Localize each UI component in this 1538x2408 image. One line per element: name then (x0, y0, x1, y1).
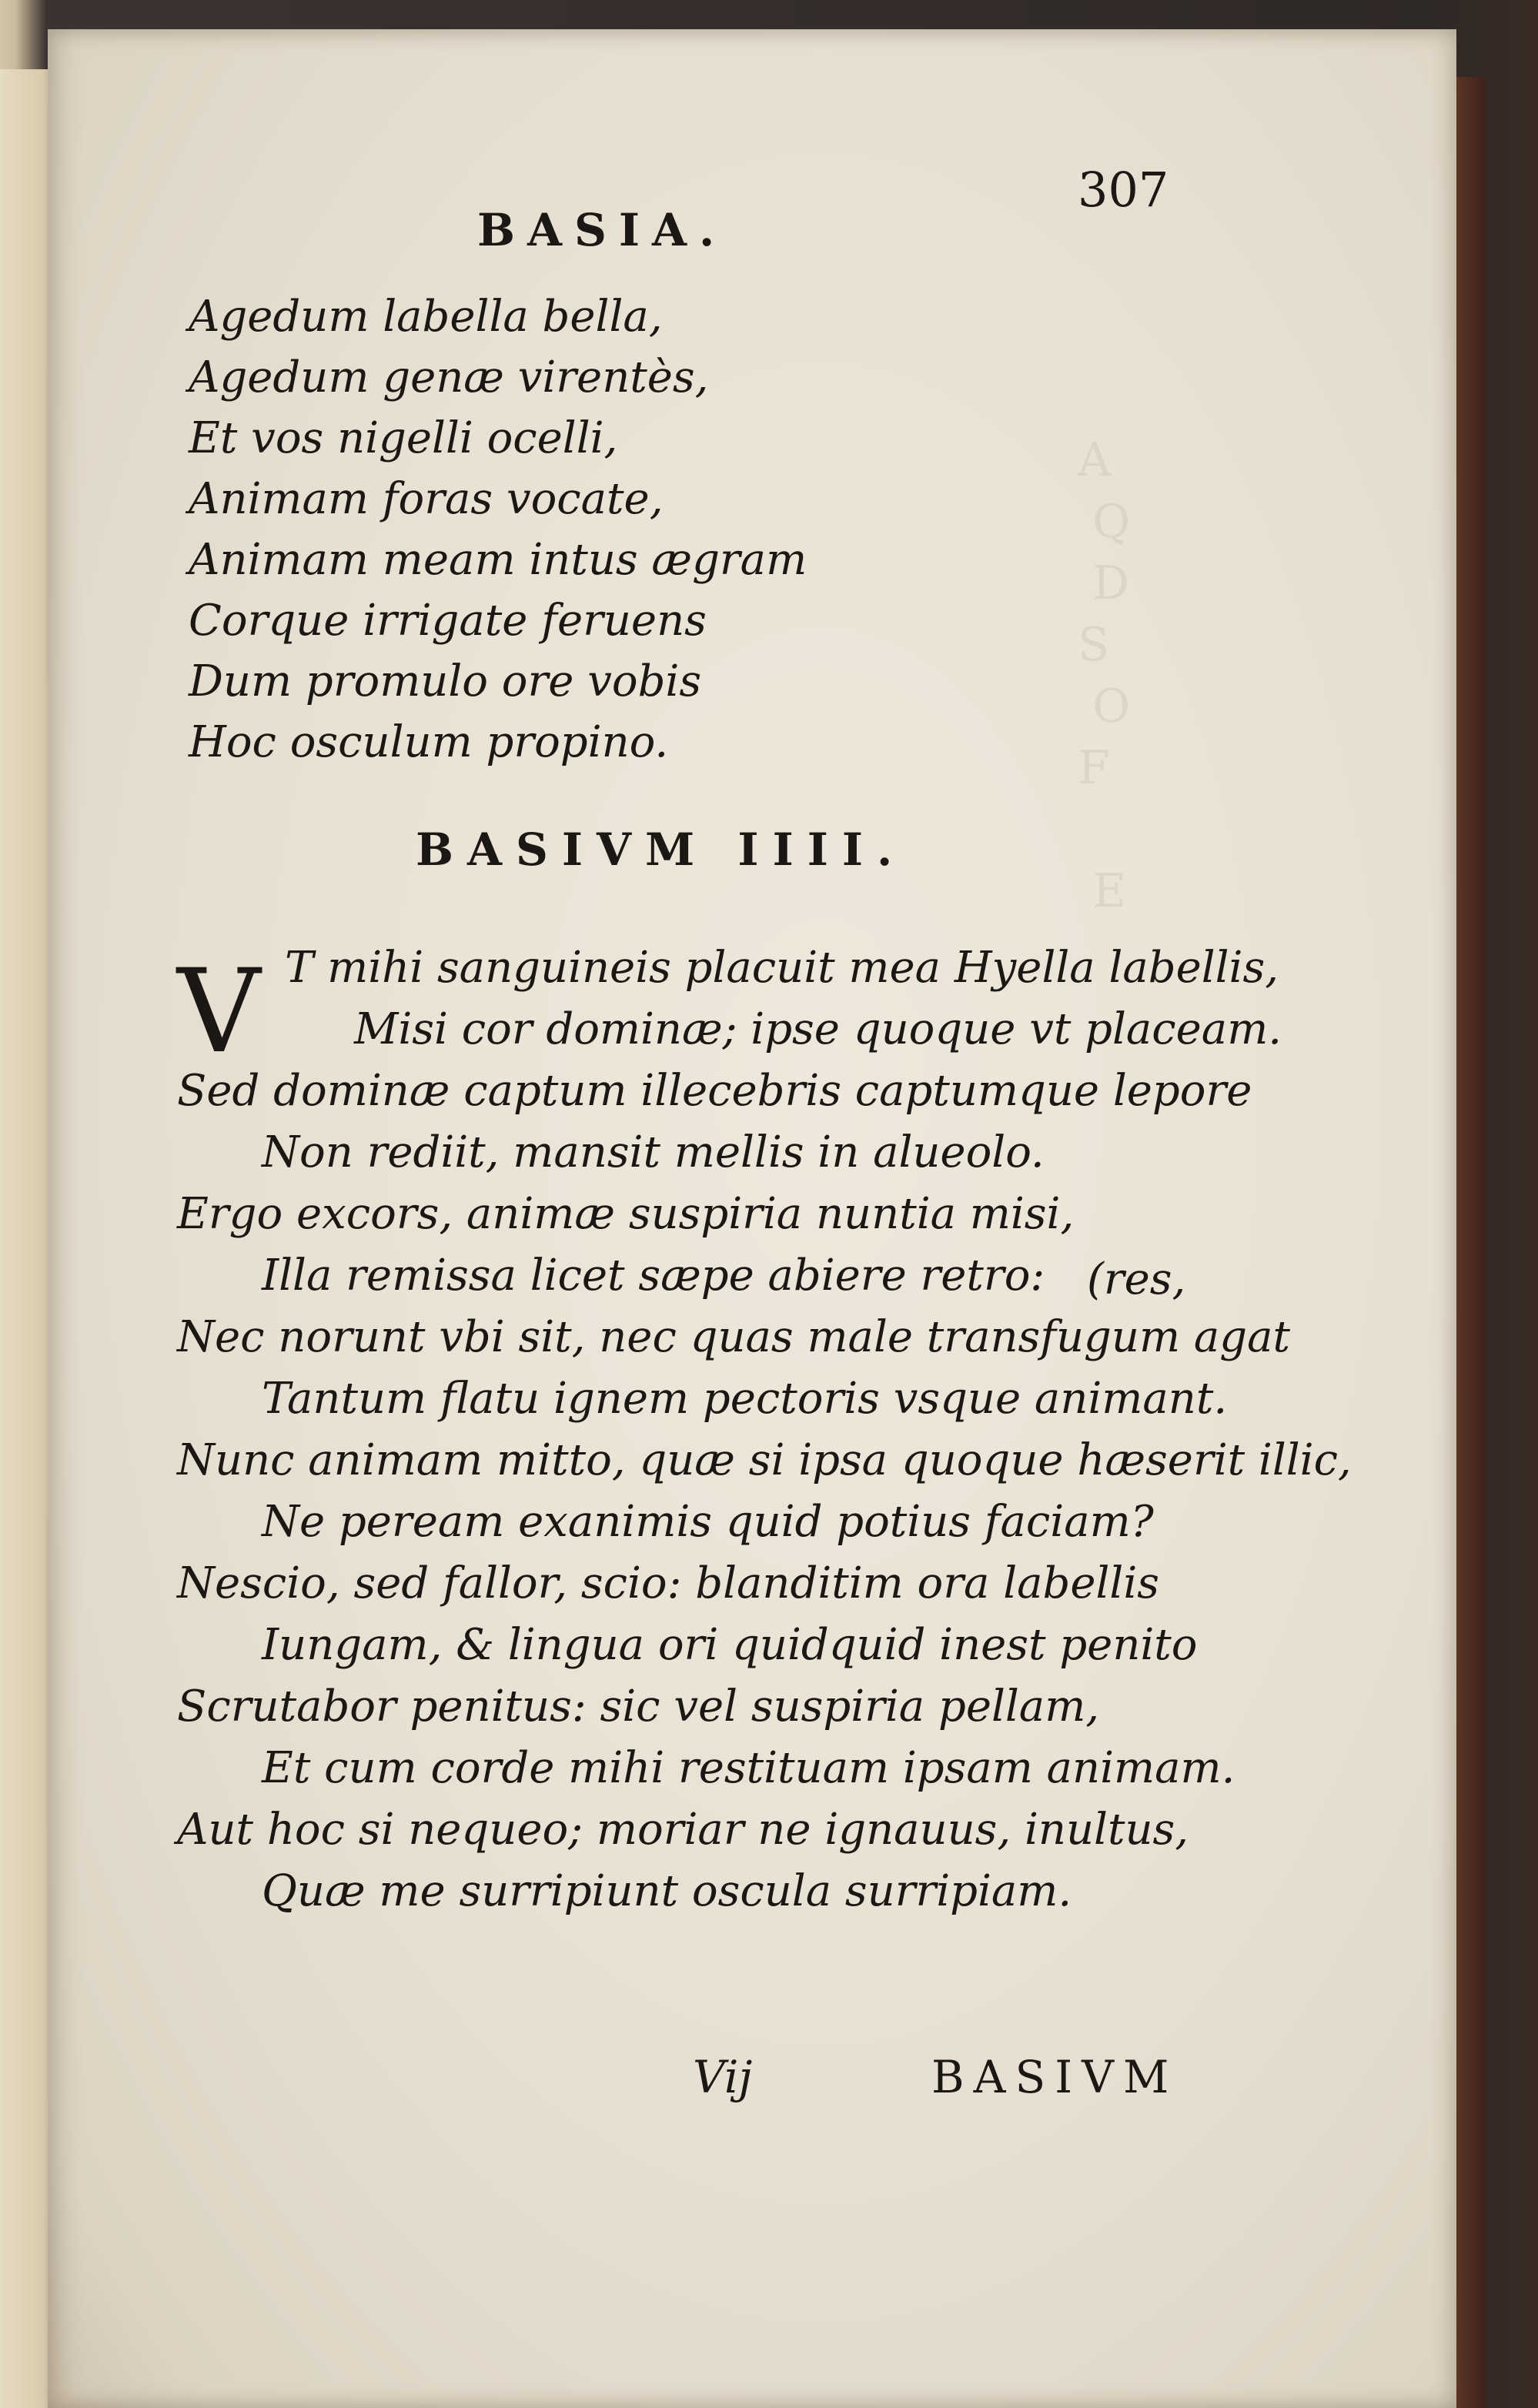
catchword: BASIVM (931, 2051, 1179, 2103)
poem-continued (189, 286, 807, 773)
verse-line: Nunc animam mitto, quæ si ipsa quoque hæserit illic, (177, 1435, 1352, 1485)
verse-line: Et cum corde mihi restituam ipsam animam. (262, 1743, 1235, 1793)
show-through-texture: A Q D S O F E (1078, 433, 1131, 918)
verse-line: Nec norunt vbi sit, nec quas male transfugum agat (177, 1312, 1290, 1362)
poem-line: Animam foras vocate, (189, 474, 664, 524)
basium-iiii-verse (177, 937, 1352, 1922)
verse-line: Scrutabor penitus: sic vel suspiria pellam, (177, 1682, 1100, 1732)
poem-line: Dum promulo ore vobis (189, 656, 702, 706)
verse-line: Tantum flatu ignem pectoris vsque animant. (262, 1374, 1228, 1424)
verse-line: Quæ me surripiunt oscula surripiam. (262, 1866, 1072, 1916)
poem-line: Agedum labella bella, (189, 292, 663, 342)
poem-line: Animam meam intus ægram (189, 535, 807, 585)
verse-line: Aut hoc si nequeo; moriar ne ignauus, inultus, (177, 1805, 1189, 1855)
poem-line: Corque irrigate feruens (189, 596, 707, 646)
running-header-title: BASIA. (477, 204, 727, 256)
verse-line: Misi cor dominæ; ipse quoque vt placeam. (354, 1004, 1282, 1054)
verse-lines (177, 937, 1352, 1922)
poem-line: Hoc osculum propino. (189, 717, 669, 767)
verse-line: Ergo excors, animæ suspiria nuntia misi, (177, 1189, 1075, 1239)
verse-line: Illa remissa licet sæpe abiere retro: (262, 1251, 1045, 1301)
section-heading: BASIVM IIII. (416, 823, 907, 876)
turnover-fragment: (res, (1087, 1254, 1186, 1304)
poem-line: Et vos nigelli ocelli, (189, 413, 618, 463)
verse-line: Sed dominæ captum illecebris captumque lepore (177, 1066, 1252, 1116)
verse-line: Nescio, sed fallor, scio: blanditim ora labellis (177, 1558, 1159, 1608)
verse-line: Iungam, & lingua ori quidquid inest penito (262, 1620, 1198, 1670)
page-number: 307 (1078, 162, 1169, 218)
verse-line: T mihi sanguineis placuit mea Hyella labellis, (285, 943, 1279, 993)
signature-mark: Vij (693, 2051, 753, 2103)
verse-line: Ne peream exanimis quid potius faciam? (262, 1497, 1154, 1547)
poem-line: Agedum genæ virentès, (189, 352, 709, 402)
verse-line: Non rediit, mansit mellis in alueolo. (262, 1127, 1045, 1177)
drop-cap: V (177, 945, 261, 1079)
